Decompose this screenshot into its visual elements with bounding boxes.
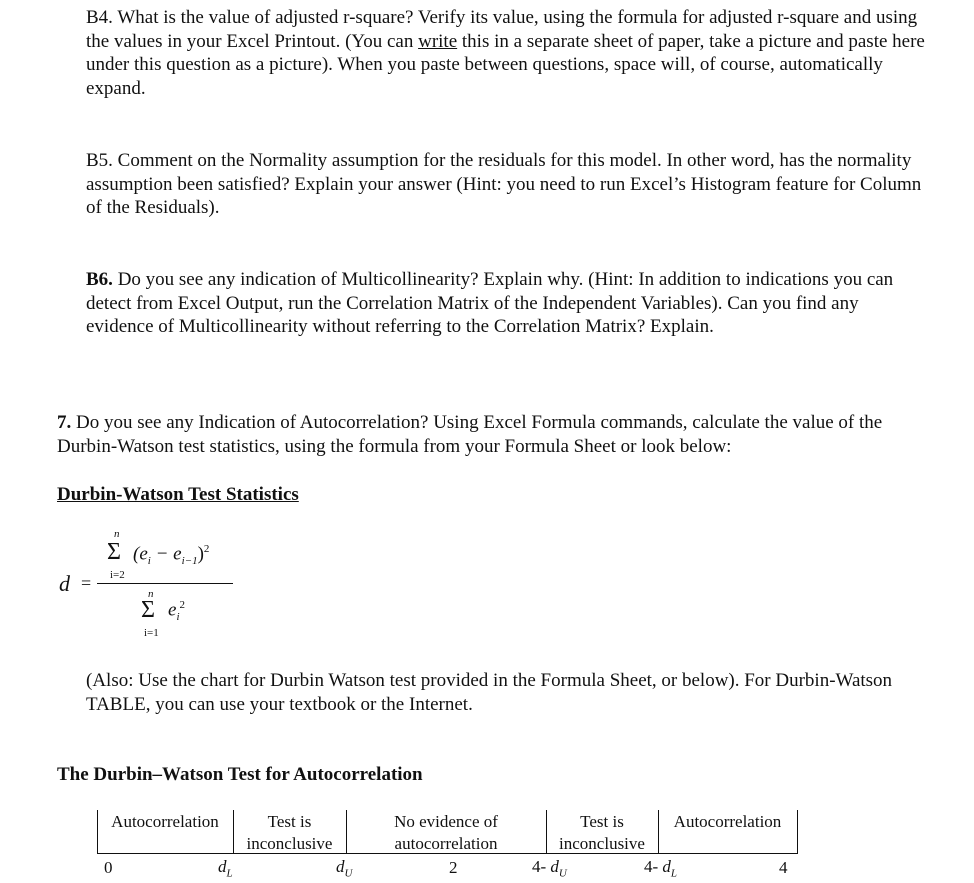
dw-chart-title: The Durbin–Watson Test for Autocorrelation [57,764,423,785]
question-b5-text: B5. Comment on the Normality assumption for the residuals for this model. In other word, has the normality assumption been satisfied? Explain your answer (Hint: you need to run Excel’s Histogram feature for Column of the Residuals). [86,150,922,219]
tick-four: 4 [779,858,788,877]
dw-decision-chart [57,806,817,883]
question-7-text: Do you see any Indication of Autocorrelation? Using Excel Formula commands, calculate the value of the Durbin-Watson test statistics, using the formula from your Formula Sheet or look below: [57,412,883,457]
question-b6 [86,268,926,339]
tick-4-minus-dl-prefix: 4- [644,857,659,876]
numerator-e-i: (e [133,543,148,565]
formula-equals: = [81,573,92,593]
numerator-power: 2 [203,543,210,555]
chart-divider-4 [797,810,798,854]
denominator-power: 2 [179,599,185,611]
tick-du [336,857,352,883]
region-label-line1: Test is [580,812,624,831]
region-autocorrelation-right [658,811,797,833]
tick-dl-symbol: d [218,857,227,876]
question-b6-text: Do you see any indication of Multicollinearity? Explain why. (Hint: In addition to indications you can detect from Excel Output, run the Correlation Matrix of the Independent Variables). Can you find any evidence of Multicollinearity without referring to the Correlation Matrix? Explain. [86,269,894,338]
numerator-sub-i: i [147,555,151,568]
tick-two: 2 [449,858,458,877]
question-b5 [86,149,926,220]
tick-4-minus-du-symbol: d [550,857,559,876]
region-label-line1: Autocorrelation [673,812,782,831]
region-inconclusive-right [546,811,658,855]
question-b4-underlined-word: write [418,30,458,52]
tick-dl [218,857,233,883]
denominator-e: e [168,599,177,621]
denominator-expression [168,599,185,623]
region-inconclusive-left [233,811,346,855]
denominator-sub-i: i [176,611,180,624]
tick-4-minus-dl-symbol: d [662,857,671,876]
fraction-bar [97,583,233,584]
question-b4-text-suffix: this in a separate sheet of paper, take a picture and paste here under this question as a picture). When you paste between questions, space will, of course, automatically expand. [86,30,925,99]
numerator-sigma: Σ [107,539,121,565]
region-label-line2: inconclusive [246,834,333,853]
tick-4-minus-du [532,857,567,883]
also-text: (Also: Use the chart for Durbin Watson test provided in the Formula Sheet, or below). For Durbin-Watson TABLE, you can use your textbook or the Internet. [86,670,893,715]
numerator-expression [133,543,209,567]
question-7 [57,411,937,458]
question-b4-text-prefix: B4. What is the value of adjusted r-square? Verify its value, using the formula for adjusted r-square and using the values in your Excel Printout. (You can [86,7,918,52]
tick-du-symbol: d [336,857,345,876]
region-label-line1: Autocorrelation [111,812,219,831]
also-paragraph [86,669,936,716]
tick-du-subscript: U [344,867,353,880]
numerator-close-paren: ) [197,543,204,565]
numerator-sub-i-minus-1: i−1 [181,555,198,568]
tick-zero: 0 [104,858,113,877]
numerator-lower-limit: i=2 [110,569,125,581]
tick-dl-subscript: L [226,867,233,880]
denominator-upper-limit: n [148,588,154,600]
question-b4 [86,6,926,100]
durbin-watson-formula [57,525,257,645]
dw-statistics-heading: Durbin-Watson Test Statistics [57,484,299,505]
tick-4-minus-dl-subscript: L [670,867,678,880]
tick-4-minus-dl [644,857,677,883]
numerator-minus-e: − e [150,543,182,565]
region-no-evidence [346,811,546,855]
region-label-line2: autocorrelation [394,834,498,853]
denominator-lower-limit: i=1 [144,627,159,639]
denominator-sigma: Σ [141,597,155,623]
region-label-line1: No evidence of [394,812,498,831]
tick-4-minus-du-subscript: U [558,867,567,880]
region-label-line1: Test is [267,812,312,831]
region-autocorrelation-left [97,811,233,833]
numerator-upper-limit: n [114,528,120,540]
tick-4-minus-du-prefix: 4- [532,857,547,876]
question-b6-label: B6. [86,269,113,290]
region-label-line2: inconclusive [559,834,645,853]
formula-lhs: d [59,571,70,596]
question-7-label: 7. [57,412,72,433]
